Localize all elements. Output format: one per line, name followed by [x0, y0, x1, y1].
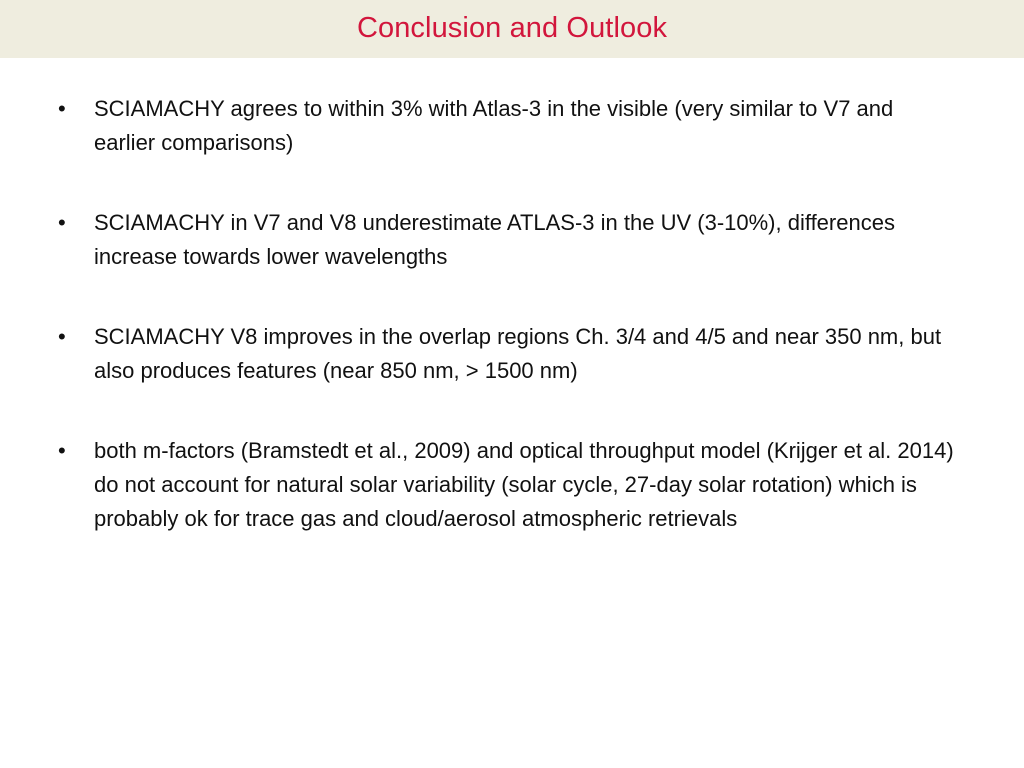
- title-bar: [0, 0, 1024, 58]
- bullet-text: SCIAMACHY in V7 and V8 underestimate ATLAS-3 in the UV (3-10%), differences increase towards lower wavelengths: [94, 210, 895, 269]
- slide-title: Conclusion and Outlook: [356, 11, 668, 44]
- bullet-text: SCIAMACHY agrees to within 3% with Atlas-3 in the visible (very similar to V7 and earlier comparisons): [94, 96, 894, 155]
- bullet-text: SCIAMACHY V8 improves in the overlap regions Ch. 3/4 and 4/5 and near 350 nm, but also produces features (near 850 nm, > 1500 nm): [94, 324, 942, 383]
- bullet-dot-icon: •: [58, 210, 66, 235]
- bullet-dot-icon: •: [58, 96, 66, 121]
- bullet-text: both m-factors (Bramstedt et al., 2009) and optical throughput model (Krijger et al. 2014) do not account for natural solar variability (solar cycle, 27-day solar rotation) which is probably ok for trace gas and cloud/aerosol atmospheric retrievals: [94, 438, 954, 531]
- bullet-item: [58, 320, 958, 388]
- bullet-item: [58, 92, 958, 160]
- bullet-item: [58, 434, 958, 536]
- bullet-list: [58, 92, 958, 582]
- bullet-dot-icon: •: [58, 438, 66, 463]
- bullet-item: [58, 206, 958, 274]
- bullet-dot-icon: •: [58, 324, 66, 349]
